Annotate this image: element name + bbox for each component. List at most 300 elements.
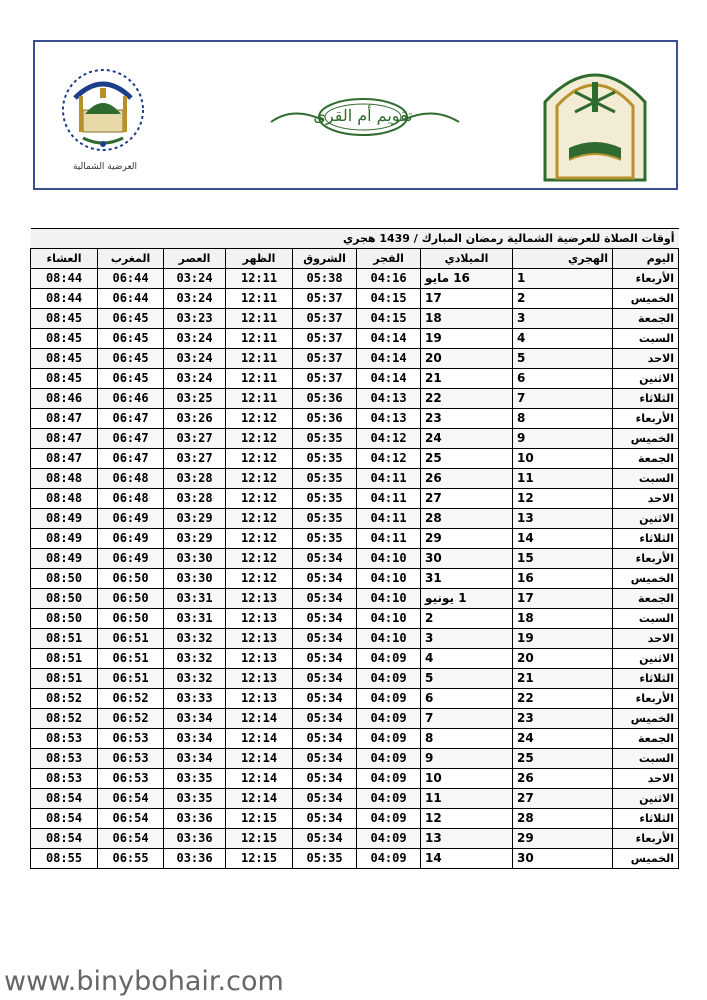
left-logo <box>53 58 153 178</box>
cell-isha: 08:45 <box>31 329 98 349</box>
cell-asr: 03:29 <box>164 529 226 549</box>
cell-asr: 03:30 <box>164 569 226 589</box>
cell-shuruq: 05:34 <box>293 729 357 749</box>
cell-maghrib: 06:50 <box>98 589 164 609</box>
table-row <box>31 609 679 629</box>
table-row <box>31 589 679 609</box>
cell-fajr: 04:10 <box>357 589 421 609</box>
cell-dhuhr: 12:12 <box>226 449 293 469</box>
cell-day: الأربعاء <box>613 689 679 709</box>
col-header-fajr: الفجر <box>357 249 421 269</box>
cell-shuruq: 05:36 <box>293 389 357 409</box>
cell-dhuhr: 12:14 <box>226 729 293 749</box>
table-row <box>31 329 679 349</box>
cell-dhuhr: 12:13 <box>226 669 293 689</box>
cell-gregorian: 25 <box>421 449 513 469</box>
cell-asr: 03:31 <box>164 589 226 609</box>
cell-asr: 03:36 <box>164 809 226 829</box>
cell-shuruq: 05:34 <box>293 709 357 729</box>
cell-hijri: 1 <box>513 269 613 289</box>
table-row <box>31 569 679 589</box>
cell-asr: 03:29 <box>164 509 226 529</box>
cell-asr: 03:34 <box>164 749 226 769</box>
cell-day: الثلاثاء <box>613 529 679 549</box>
cell-maghrib: 06:48 <box>98 469 164 489</box>
cell-maghrib: 06:51 <box>98 649 164 669</box>
cell-fajr: 04:11 <box>357 529 421 549</box>
cell-hijri: 23 <box>513 709 613 729</box>
cell-isha: 08:51 <box>31 669 98 689</box>
cell-gregorian: 11 <box>421 789 513 809</box>
cell-isha: 08:47 <box>31 429 98 449</box>
cell-day: الجمعة <box>613 449 679 469</box>
cell-day: الجمعة <box>613 309 679 329</box>
cell-fajr: 04:12 <box>357 449 421 469</box>
cell-shuruq: 05:35 <box>293 489 357 509</box>
cell-day: السبت <box>613 609 679 629</box>
cell-gregorian: 5 <box>421 669 513 689</box>
cell-dhuhr: 12:12 <box>226 489 293 509</box>
cell-asr: 03:25 <box>164 389 226 409</box>
cell-isha: 08:54 <box>31 789 98 809</box>
cell-isha: 08:46 <box>31 389 98 409</box>
col-header-isha: العشاء <box>31 249 98 269</box>
cell-gregorian: 14 <box>421 849 513 869</box>
cell-dhuhr: 12:12 <box>226 409 293 429</box>
mosque-emblem-icon <box>53 58 153 178</box>
right-logo <box>535 52 655 182</box>
table-row <box>31 509 679 529</box>
cell-day: السبت <box>613 469 679 489</box>
cell-asr: 03:34 <box>164 729 226 749</box>
cell-shuruq: 05:34 <box>293 809 357 829</box>
cell-hijri: 14 <box>513 529 613 549</box>
cell-fajr: 04:16 <box>357 269 421 289</box>
col-header-gregorian: الميلادي <box>421 249 513 269</box>
table-row <box>31 429 679 449</box>
cell-hijri: 5 <box>513 349 613 369</box>
cell-hijri: 9 <box>513 429 613 449</box>
cell-dhuhr: 12:14 <box>226 749 293 769</box>
cell-asr: 03:32 <box>164 629 226 649</box>
cell-hijri: 15 <box>513 549 613 569</box>
cell-gregorian: 31 <box>421 569 513 589</box>
cell-gregorian: 12 <box>421 809 513 829</box>
cell-shuruq: 05:34 <box>293 789 357 809</box>
col-header-day: اليوم <box>613 249 679 269</box>
cell-gregorian: 2 <box>421 609 513 629</box>
cell-fajr: 04:09 <box>357 649 421 669</box>
cell-isha: 08:50 <box>31 609 98 629</box>
table-row <box>31 449 679 469</box>
cell-asr: 03:27 <box>164 449 226 469</box>
cell-gregorian: 19 <box>421 329 513 349</box>
cell-shuruq: 05:36 <box>293 409 357 429</box>
table-row <box>31 689 679 709</box>
cell-shuruq: 05:37 <box>293 329 357 349</box>
cell-fajr: 04:10 <box>357 569 421 589</box>
cell-hijri: 30 <box>513 849 613 869</box>
cell-shuruq: 05:35 <box>293 429 357 449</box>
center-logo <box>263 92 463 142</box>
cell-fajr: 04:09 <box>357 829 421 849</box>
table-title-row <box>31 229 679 249</box>
cell-asr: 03:27 <box>164 429 226 449</box>
cell-shuruq: 05:37 <box>293 309 357 329</box>
cell-maghrib: 06:50 <box>98 609 164 629</box>
cell-day: الاحد <box>613 629 679 649</box>
cell-gregorian: 23 <box>421 409 513 429</box>
cell-maghrib: 06:47 <box>98 449 164 469</box>
cell-hijri: 19 <box>513 629 613 649</box>
cell-asr: 03:28 <box>164 469 226 489</box>
cell-gregorian: 3 <box>421 629 513 649</box>
table-row <box>31 269 679 289</box>
cell-fajr: 04:10 <box>357 629 421 649</box>
cell-maghrib: 06:47 <box>98 409 164 429</box>
cell-maghrib: 06:49 <box>98 509 164 529</box>
cell-gregorian: 1 يونيو <box>421 589 513 609</box>
cell-maghrib: 06:45 <box>98 329 164 349</box>
cell-day: الأربعاء <box>613 829 679 849</box>
cell-dhuhr: 12:11 <box>226 369 293 389</box>
cell-day: الاحد <box>613 349 679 369</box>
cell-day: الأربعاء <box>613 269 679 289</box>
cell-shuruq: 05:34 <box>293 649 357 669</box>
cell-maghrib: 06:46 <box>98 389 164 409</box>
cell-dhuhr: 12:15 <box>226 809 293 829</box>
cell-dhuhr: 12:12 <box>226 569 293 589</box>
cell-hijri: 7 <box>513 389 613 409</box>
cell-gregorian: 16 مايو <box>421 269 513 289</box>
cell-isha: 08:49 <box>31 549 98 569</box>
cell-asr: 03:24 <box>164 289 226 309</box>
cell-maghrib: 06:51 <box>98 629 164 649</box>
cell-shuruq: 05:34 <box>293 769 357 789</box>
table-row <box>31 649 679 669</box>
table-row <box>31 349 679 369</box>
cell-fajr: 04:09 <box>357 709 421 729</box>
cell-gregorian: 10 <box>421 769 513 789</box>
cell-shuruq: 05:34 <box>293 749 357 769</box>
cell-hijri: 27 <box>513 789 613 809</box>
cell-dhuhr: 12:13 <box>226 629 293 649</box>
cell-maghrib: 06:45 <box>98 349 164 369</box>
cell-hijri: 3 <box>513 309 613 329</box>
cell-asr: 03:26 <box>164 409 226 429</box>
left-logo-caption: العرضية الشمالية <box>72 162 138 172</box>
cell-fajr: 04:09 <box>357 729 421 749</box>
cell-isha: 08:53 <box>31 729 98 749</box>
cell-fajr: 04:15 <box>357 309 421 329</box>
cell-hijri: 26 <box>513 769 613 789</box>
cell-shuruq: 05:35 <box>293 849 357 869</box>
cell-gregorian: 8 <box>421 729 513 749</box>
cell-dhuhr: 12:13 <box>226 609 293 629</box>
cell-day: الثلاثاء <box>613 389 679 409</box>
cell-shuruq: 05:34 <box>293 569 357 589</box>
cell-maghrib: 06:45 <box>98 309 164 329</box>
table-row <box>31 409 679 429</box>
cell-hijri: 24 <box>513 729 613 749</box>
cell-fajr: 04:12 <box>357 429 421 449</box>
cell-dhuhr: 12:13 <box>226 689 293 709</box>
cell-hijri: 17 <box>513 589 613 609</box>
cell-fajr: 04:10 <box>357 549 421 569</box>
cell-dhuhr: 12:13 <box>226 589 293 609</box>
cell-fajr: 04:09 <box>357 849 421 869</box>
cell-asr: 03:32 <box>164 649 226 669</box>
cell-day: الخميس <box>613 709 679 729</box>
table-header-row <box>31 249 679 269</box>
cell-fajr: 04:09 <box>357 789 421 809</box>
cell-gregorian: 9 <box>421 749 513 769</box>
cell-day: الاحد <box>613 489 679 509</box>
cell-gregorian: 30 <box>421 549 513 569</box>
cell-shuruq: 05:34 <box>293 589 357 609</box>
cell-isha: 08:55 <box>31 849 98 869</box>
cell-shuruq: 05:34 <box>293 689 357 709</box>
cell-isha: 08:50 <box>31 589 98 609</box>
cell-fajr: 04:14 <box>357 349 421 369</box>
cell-maghrib: 06:52 <box>98 709 164 729</box>
table-row <box>31 489 679 509</box>
cell-asr: 03:34 <box>164 709 226 729</box>
cell-isha: 08:53 <box>31 749 98 769</box>
table-row <box>31 309 679 329</box>
cell-asr: 03:24 <box>164 269 226 289</box>
cell-dhuhr: 12:11 <box>226 269 293 289</box>
cell-hijri: 25 <box>513 749 613 769</box>
cell-day: الاحد <box>613 769 679 789</box>
cell-shuruq: 05:35 <box>293 449 357 469</box>
cell-hijri: 2 <box>513 289 613 309</box>
cell-gregorian: 4 <box>421 649 513 669</box>
cell-maghrib: 06:49 <box>98 529 164 549</box>
cell-isha: 08:49 <box>31 529 98 549</box>
cell-fajr: 04:09 <box>357 689 421 709</box>
cell-dhuhr: 12:11 <box>226 349 293 369</box>
cell-dhuhr: 12:11 <box>226 289 293 309</box>
cell-asr: 03:33 <box>164 689 226 709</box>
cell-shuruq: 05:37 <box>293 289 357 309</box>
cell-asr: 03:36 <box>164 849 226 869</box>
cell-isha: 08:53 <box>31 769 98 789</box>
table-row <box>31 289 679 309</box>
cell-isha: 08:47 <box>31 449 98 469</box>
cell-shuruq: 05:34 <box>293 669 357 689</box>
cell-day: الثلاثاء <box>613 669 679 689</box>
cell-dhuhr: 12:12 <box>226 429 293 449</box>
prayer-times-table <box>30 228 679 869</box>
cell-fajr: 04:09 <box>357 669 421 689</box>
ministry-emblem-icon <box>535 52 655 182</box>
cell-hijri: 28 <box>513 809 613 829</box>
cell-hijri: 10 <box>513 449 613 469</box>
cell-asr: 03:36 <box>164 829 226 849</box>
cell-fajr: 04:11 <box>357 489 421 509</box>
cell-maghrib: 06:55 <box>98 849 164 869</box>
cell-isha: 08:52 <box>31 709 98 729</box>
cell-day: الاثنين <box>613 369 679 389</box>
cell-dhuhr: 12:15 <box>226 829 293 849</box>
cell-hijri: 4 <box>513 329 613 349</box>
cell-isha: 08:54 <box>31 809 98 829</box>
cell-maghrib: 06:44 <box>98 289 164 309</box>
cell-isha: 08:52 <box>31 689 98 709</box>
table-row <box>31 809 679 829</box>
cell-gregorian: 20 <box>421 349 513 369</box>
cell-hijri: 6 <box>513 369 613 389</box>
cell-fajr: 04:09 <box>357 749 421 769</box>
header-banner <box>33 40 678 190</box>
cell-hijri: 18 <box>513 609 613 629</box>
table-row <box>31 849 679 869</box>
cell-shuruq: 05:35 <box>293 509 357 529</box>
cell-fajr: 04:09 <box>357 809 421 829</box>
cell-asr: 03:24 <box>164 369 226 389</box>
cell-shuruq: 05:35 <box>293 469 357 489</box>
cell-isha: 08:54 <box>31 829 98 849</box>
table-title: أوقات الصلاة للعرضية الشمالية رمضان المبارك / 1439 هجري <box>31 229 679 249</box>
cell-day: الاثنين <box>613 649 679 669</box>
cell-dhuhr: 12:11 <box>226 329 293 349</box>
cell-maghrib: 06:47 <box>98 429 164 449</box>
cell-dhuhr: 12:14 <box>226 709 293 729</box>
cell-shuruq: 05:37 <box>293 349 357 369</box>
watermark-text: www.binybohair.com <box>4 966 284 997</box>
cell-hijri: 12 <box>513 489 613 509</box>
cell-maghrib: 06:53 <box>98 769 164 789</box>
cell-day: الخميس <box>613 849 679 869</box>
cell-gregorian: 21 <box>421 369 513 389</box>
cell-dhuhr: 12:15 <box>226 849 293 869</box>
cell-asr: 03:32 <box>164 669 226 689</box>
cell-fajr: 04:13 <box>357 389 421 409</box>
cell-maghrib: 06:52 <box>98 689 164 709</box>
cell-isha: 08:51 <box>31 629 98 649</box>
cell-maghrib: 06:54 <box>98 789 164 809</box>
cell-shuruq: 05:35 <box>293 529 357 549</box>
cell-dhuhr: 12:14 <box>226 789 293 809</box>
table-row <box>31 529 679 549</box>
col-header-maghrib: المغرب <box>98 249 164 269</box>
cell-gregorian: 17 <box>421 289 513 309</box>
cell-isha: 08:47 <box>31 409 98 429</box>
cell-shuruq: 05:38 <box>293 269 357 289</box>
col-header-asr: العصر <box>164 249 226 269</box>
table-row <box>31 789 679 809</box>
cell-gregorian: 28 <box>421 509 513 529</box>
cell-hijri: 21 <box>513 669 613 689</box>
cell-isha: 08:45 <box>31 349 98 369</box>
col-header-dhuhr: الظهر <box>226 249 293 269</box>
table-row <box>31 769 679 789</box>
cell-day: الخميس <box>613 569 679 589</box>
cell-dhuhr: 12:11 <box>226 389 293 409</box>
cell-fajr: 04:11 <box>357 509 421 529</box>
cell-day: السبت <box>613 749 679 769</box>
cell-gregorian: 24 <box>421 429 513 449</box>
table-row <box>31 749 679 769</box>
cell-day: الأربعاء <box>613 409 679 429</box>
cell-dhuhr: 12:12 <box>226 549 293 569</box>
cell-hijri: 29 <box>513 829 613 849</box>
table-body <box>31 269 679 869</box>
cell-dhuhr: 12:12 <box>226 529 293 549</box>
cell-maghrib: 06:45 <box>98 369 164 389</box>
cell-fajr: 04:09 <box>357 769 421 789</box>
cell-day: الأربعاء <box>613 549 679 569</box>
cell-gregorian: 7 <box>421 709 513 729</box>
cell-hijri: 16 <box>513 569 613 589</box>
cell-fajr: 04:11 <box>357 469 421 489</box>
cell-maghrib: 06:54 <box>98 829 164 849</box>
cell-day: الخميس <box>613 429 679 449</box>
cell-asr: 03:24 <box>164 329 226 349</box>
cell-maghrib: 06:48 <box>98 489 164 509</box>
cell-asr: 03:35 <box>164 769 226 789</box>
center-logo-text: تقويم أم القرى <box>313 106 413 125</box>
cell-asr: 03:24 <box>164 349 226 369</box>
cell-day: الاثنين <box>613 789 679 809</box>
cell-asr: 03:31 <box>164 609 226 629</box>
cell-shuruq: 05:34 <box>293 609 357 629</box>
cell-isha: 08:44 <box>31 289 98 309</box>
cell-dhuhr: 12:14 <box>226 769 293 789</box>
cell-day: الاثنين <box>613 509 679 529</box>
cell-dhuhr: 12:12 <box>226 509 293 529</box>
cell-day: الثلاثاء <box>613 809 679 829</box>
cell-isha: 08:49 <box>31 509 98 529</box>
cell-maghrib: 06:54 <box>98 809 164 829</box>
cell-fajr: 04:15 <box>357 289 421 309</box>
cell-gregorian: 6 <box>421 689 513 709</box>
cell-gregorian: 18 <box>421 309 513 329</box>
cell-hijri: 8 <box>513 409 613 429</box>
table-row <box>31 669 679 689</box>
table-row <box>31 729 679 749</box>
table-row <box>31 629 679 649</box>
table-row <box>31 829 679 849</box>
cell-isha: 08:51 <box>31 649 98 669</box>
cell-maghrib: 06:44 <box>98 269 164 289</box>
cell-day: الجمعة <box>613 729 679 749</box>
cell-maghrib: 06:51 <box>98 669 164 689</box>
cell-day: الخميس <box>613 289 679 309</box>
cell-dhuhr: 12:12 <box>226 469 293 489</box>
cell-hijri: 11 <box>513 469 613 489</box>
cell-asr: 03:30 <box>164 549 226 569</box>
cell-fajr: 04:14 <box>357 369 421 389</box>
table-row <box>31 469 679 489</box>
cell-asr: 03:23 <box>164 309 226 329</box>
cell-maghrib: 06:49 <box>98 549 164 569</box>
cell-isha: 08:45 <box>31 309 98 329</box>
cell-fajr: 04:13 <box>357 409 421 429</box>
cell-isha: 08:44 <box>31 269 98 289</box>
cell-day: السبت <box>613 329 679 349</box>
table-row <box>31 389 679 409</box>
cell-hijri: 20 <box>513 649 613 669</box>
cell-hijri: 13 <box>513 509 613 529</box>
cell-gregorian: 27 <box>421 489 513 509</box>
col-header-hijri: الهجري <box>513 249 613 269</box>
cell-isha: 08:48 <box>31 489 98 509</box>
cell-fajr: 04:14 <box>357 329 421 349</box>
table-row <box>31 709 679 729</box>
cell-shuruq: 05:34 <box>293 549 357 569</box>
